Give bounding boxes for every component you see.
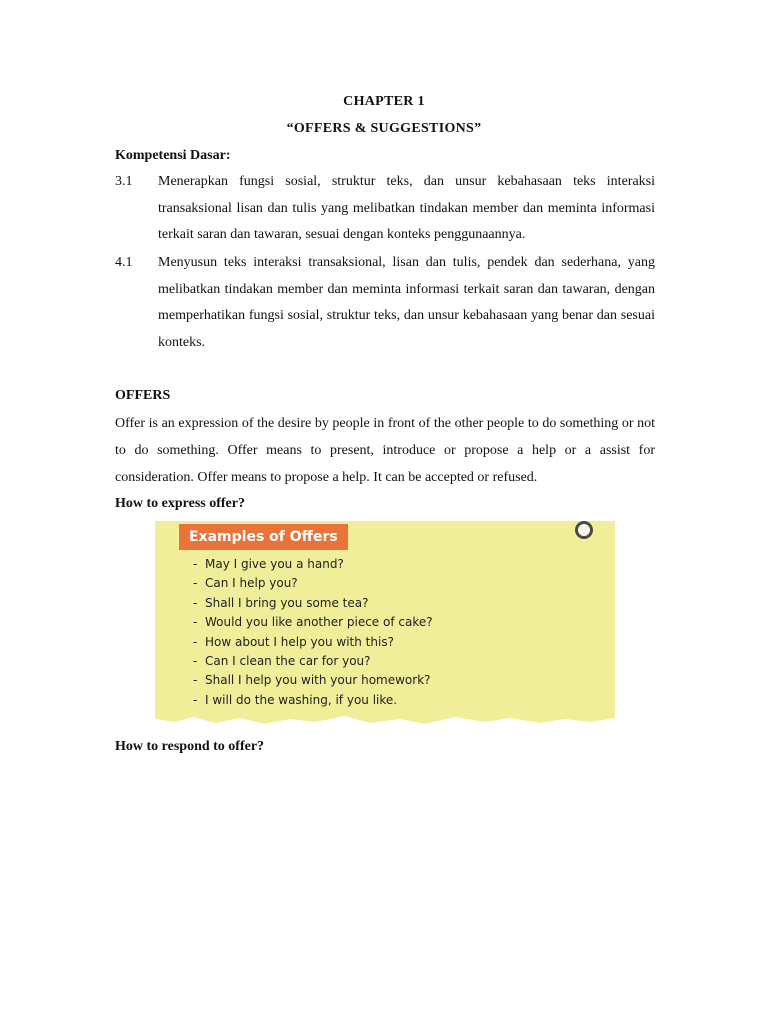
list-item: - How about I help you with this? — [193, 634, 394, 649]
kd-item — [115, 169, 655, 249]
list-item: - I will do the washing, if you like. — [193, 692, 398, 707]
list-item: - May I give you a hand? — [193, 557, 344, 571]
ring-icon — [575, 521, 593, 539]
chapter-subtitle: “OFFERS & SUGGESTIONS” — [286, 121, 482, 136]
torn-edge — [155, 713, 615, 727]
examples-title: Examples of Offers — [179, 524, 348, 550]
list-item: - Would you like another piece of cake? — [193, 615, 433, 630]
kd-item-text: Menyusun teks interaksi transaksional, lisan dan tulis, pendek dan sederhana, yang melibatkan tindakan member dan meminta informasi terkait saran dan tawaran, dengan memperhatikan fungsi sosial, struktur teks, dan unsur kebahasaan yang benar dan sesuai konteks. — [158, 255, 655, 350]
chapter-title: CHAPTER 1 — [343, 94, 425, 109]
respond-heading: How to respond to offer? — [115, 739, 265, 754]
list-item: - Can I clean the car for you? — [193, 653, 371, 668]
examples-list — [193, 555, 433, 710]
kd-item-number: 4.1 — [115, 255, 133, 270]
kd-item-number: 3.1 — [115, 174, 133, 189]
list-item: - Can I help you? — [193, 576, 298, 591]
kd-item — [115, 250, 655, 356]
kd-heading: Kompetensi Dasar: — [115, 148, 231, 163]
offers-heading: OFFERS — [115, 388, 171, 403]
kd-item-text: Menerapkan fungsi sosial, struktur teks, dan unsur kebahasaan teks interaksi transaksional lisan dan tulis yang melibatkan tindakan member dan meminta informasi terkait saran dan tawaran, sesuai dengan konteks penggunaannya. — [158, 174, 655, 242]
list-item: - Shall I bring you some tea? — [193, 595, 369, 610]
express-heading: How to express offer? — [115, 496, 245, 511]
examples-of-offers-figure — [155, 521, 615, 727]
offers-paragraph: Offer is an expression of the desire by people in front of the other people to do something or not to do something. Offer means to present, introduce or propose a help or a assist for consideration. Offer means to propose a help. It can be accepted or refused. — [115, 416, 655, 485]
list-item: - Shall I help you with your homework? — [193, 673, 431, 688]
